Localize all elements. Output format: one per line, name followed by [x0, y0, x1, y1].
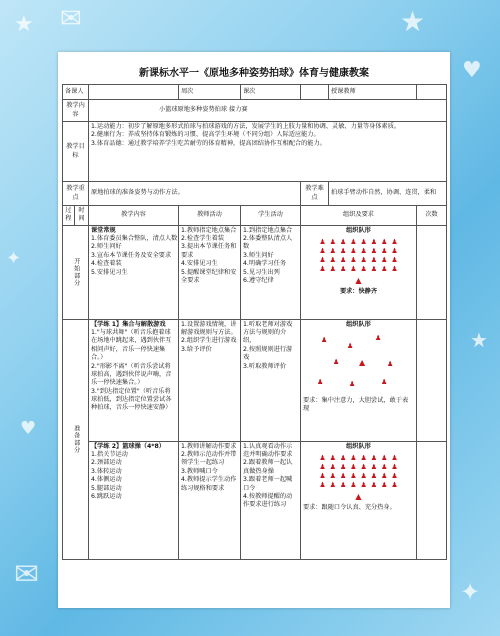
exercise-content-title: 【学练 2】篮球操（4*8）	[91, 442, 165, 450]
start-org	[301, 225, 417, 319]
section-prep-label: 准备部分	[72, 424, 80, 454]
exercise-teacher-item: 3.教师喊口令	[181, 467, 218, 475]
exercise-student-item: 3.跟着老师一起喊口令	[243, 476, 293, 492]
start-content-item: 2.师生问好	[91, 243, 122, 251]
heart-icon: ♥	[462, 58, 482, 83]
start-org-requirement: 要求：快静齐	[339, 288, 378, 296]
goal-item: 3.体育品德：通过教学培养学生吃苦耐劳的体育精神，提高团结协作互相配合的能力。	[91, 139, 326, 147]
start-teacher-item: 2.检查学生着装	[181, 235, 225, 243]
exercise-teacher-item: 4.教师提示学生动作练习规格和要求	[181, 476, 237, 492]
week-label: 周次	[179, 85, 241, 100]
star-icon: ✦	[6, 248, 22, 269]
exercise-org-requirement: 要求：跟随口令认真、充分热身。	[303, 504, 396, 512]
keypoint-value: 原地拍球的准备姿势与动作方法。	[89, 182, 301, 206]
start-org-title: 组织队形	[346, 226, 371, 234]
col-org: 组织及要求	[301, 206, 417, 226]
section-start	[63, 225, 89, 319]
lesson-number-value	[301, 85, 329, 100]
page-title: 新课标水平一《原地多种姿势拍球》体育与健康教案	[139, 68, 369, 79]
teacher-marker-icon: ▲	[355, 492, 362, 502]
goal-item: 1.运动能力：初步了解原地多形式拍球与拍球游戏的方法，发展学生的上肢力量和协调、灵敏、力量等身体素质。	[91, 123, 401, 130]
teacher-marker-icon: ▲	[359, 358, 366, 368]
goals-label: 教学目标	[63, 122, 89, 182]
section-prep	[63, 319, 89, 559]
start-student-item: 2.体委整队清点人数	[243, 235, 293, 251]
start-teacher-item: 1.教师指定地点集合	[181, 226, 237, 234]
game-org-requirement: 要求：集中注意力，大胆尝试，敢于表现	[303, 397, 409, 413]
lesson-plan-table	[62, 84, 447, 560]
game-content-item: 1."与球共舞"（听音乐抱着球在场地中跳起来，遇到伙伴互相问声好，音乐一停快速集合。）	[91, 329, 172, 362]
game-content-item: 2."形影不离"（听音乐尝试将球拍高，遇到伙伴说声嗨，音乐一停快速集合。）	[91, 362, 172, 387]
start-content-item: 3.宣布本节课任务及安全要求	[91, 251, 172, 259]
lesson-plan-page	[58, 52, 450, 608]
goal-item: 2.健康行为：养成坚持体育锻炼的习惯、提高学生环境（不同分组）人际适应能力。	[91, 131, 320, 139]
exercise-content-item: 4.体侧运动	[91, 476, 122, 484]
start-teacher	[179, 225, 241, 319]
lesson-number-label: 课次	[241, 85, 301, 100]
start-teacher-item: 5.提醒课堂纪律和安全要求	[181, 268, 237, 284]
exercise-content-item: 1.指关节运动	[91, 451, 128, 459]
start-student	[241, 225, 301, 319]
envelope-icon: ✉	[60, 4, 82, 34]
start-student-item: 5.见习生出列	[243, 268, 280, 276]
game-teacher-item: 1.设置游戏情境，讲解游戏规则与方法。	[181, 320, 237, 337]
start-content-item: 4.检查着装	[91, 260, 122, 268]
star-icon: ★	[470, 328, 488, 352]
preparer-value	[89, 85, 179, 100]
exercise-count	[417, 441, 447, 559]
content-value: 小篮球原地多种姿势拍球 接力赛	[89, 100, 447, 122]
start-content	[89, 225, 179, 319]
start-student-item: 3.师生问好	[243, 251, 274, 259]
difficulty-label: 教学难点	[301, 182, 329, 206]
game-org-title: 组织队形	[346, 320, 371, 328]
teacher-value	[417, 85, 447, 100]
heart-icon: ♥	[20, 418, 37, 439]
exercise-org	[301, 441, 417, 559]
col-time: 时间	[75, 206, 89, 226]
start-teacher-item: 4.安排见习生	[181, 260, 218, 268]
exercise-student	[241, 441, 301, 559]
game-student-item: 2.按照规则进行游戏	[243, 345, 293, 362]
game-student-item: 3.听取教师评价	[243, 362, 287, 370]
col-student: 学生活动	[241, 206, 301, 226]
start-content-title: 课堂常规	[91, 226, 116, 234]
col-teacher: 教师活动	[179, 206, 241, 226]
exercise-content-item: 5.腿部运动	[91, 484, 122, 492]
scatter-formation-diagram: ♟ ♟ ♟ ♟ ▲ ♟ ♟ ♟ ♟	[317, 334, 394, 389]
col-content: 教学内容	[89, 206, 179, 226]
start-content-item: 1.体育委员集合整队，清点人数	[91, 235, 178, 243]
start-student-item: 1.到指定地点集合	[243, 226, 293, 234]
exercise-teacher	[179, 441, 241, 559]
exercise-teacher-item: 1.教师讲解动作要求	[181, 442, 237, 450]
teacher-label: 授课教师	[329, 85, 417, 100]
preparer-label: 备课人	[63, 85, 89, 100]
start-count	[417, 225, 447, 319]
difficulty-value: 拍球手臂动作自然，协调、连贯，柔和	[329, 182, 447, 206]
game-student	[241, 319, 301, 441]
content-label: 教学内容	[63, 100, 89, 122]
game-student-item: 1.听取老师对游戏方法与规则的介绍，	[243, 320, 293, 345]
game-org	[301, 319, 417, 441]
star-icon: ★	[14, 12, 34, 37]
exercise-student-item: 4.按教师提醒的动作要求进行练习	[243, 492, 293, 509]
game-content-item: 3."到达指定位置"（听音乐将球拍低，到达指定位置尝试各种拍球，音乐一停快速安静）	[91, 387, 172, 412]
exercise-content-item: 3.体转运动	[91, 467, 122, 475]
game-teacher	[179, 319, 241, 441]
start-teacher-item: 3.提出本节课任务和要求	[181, 243, 237, 259]
exercise-teacher-item: 2.教师示范动作并带领学生一起练习	[181, 451, 237, 467]
keypoint-label: 教学重点	[63, 182, 89, 206]
teacher-marker-icon: ▲	[355, 276, 362, 286]
start-student-item: 6.遵守纪律	[243, 276, 274, 284]
goals-list	[89, 122, 447, 182]
exercise-student-item: 1.认真观看动作示范并明确动作要求	[243, 442, 293, 459]
star-icon: ★	[400, 5, 426, 38]
exercise-content-item: 2.颈部运动	[91, 459, 122, 467]
exercise-content-item: 6.跳跃运动	[91, 492, 122, 500]
start-student-item: 4.明确学习任务	[243, 260, 287, 268]
exercise-org-title: 组织队形	[346, 442, 371, 450]
col-count: 次数	[417, 206, 447, 226]
exercise-student-item: 2.跟着教师一起认真做热身操	[243, 459, 293, 475]
start-content-item: 5.安排见习生	[91, 268, 128, 276]
game-count	[417, 319, 447, 441]
envelope-icon: ✉	[14, 557, 40, 592]
game-content-title: 【学练 1】集合与解散游戏	[91, 320, 166, 328]
exercise-content	[89, 441, 179, 559]
section-start-label: 开始部分	[72, 257, 80, 287]
game-teacher-item: 2.组织学生进行游戏	[181, 337, 237, 345]
star-icon: ✦	[460, 578, 481, 606]
exercise-formation-diagram: ♟ ♟ ♟ ♟ ♟ ♟ ♟ ♟ ♟ ♟ ♟ ♟ ♟ ♟ ♟ ♟ ♟ ♟ ♟ ♟ ♟ ♟ ♟ ♟ ♟ ♟ ♟ ♟ ♟ ♟ ♟ ♟ ▲	[319, 454, 398, 502]
game-teacher-item: 3.给予评价	[181, 345, 212, 353]
col-process: 过程	[63, 206, 75, 226]
game-content	[89, 319, 179, 441]
formation-diagram: ♟ ♟ ♟ ♟ ♟ ♟ ♟ ♟ ♟ ♟ ♟ ♟ ♟ ♟ ♟ ♟ ♟ ♟ ♟ ♟ ♟ ♟ ♟ ♟ ♟ ♟ ♟ ♟ ♟ ♟ ♟ ♟ ▲	[319, 238, 398, 286]
